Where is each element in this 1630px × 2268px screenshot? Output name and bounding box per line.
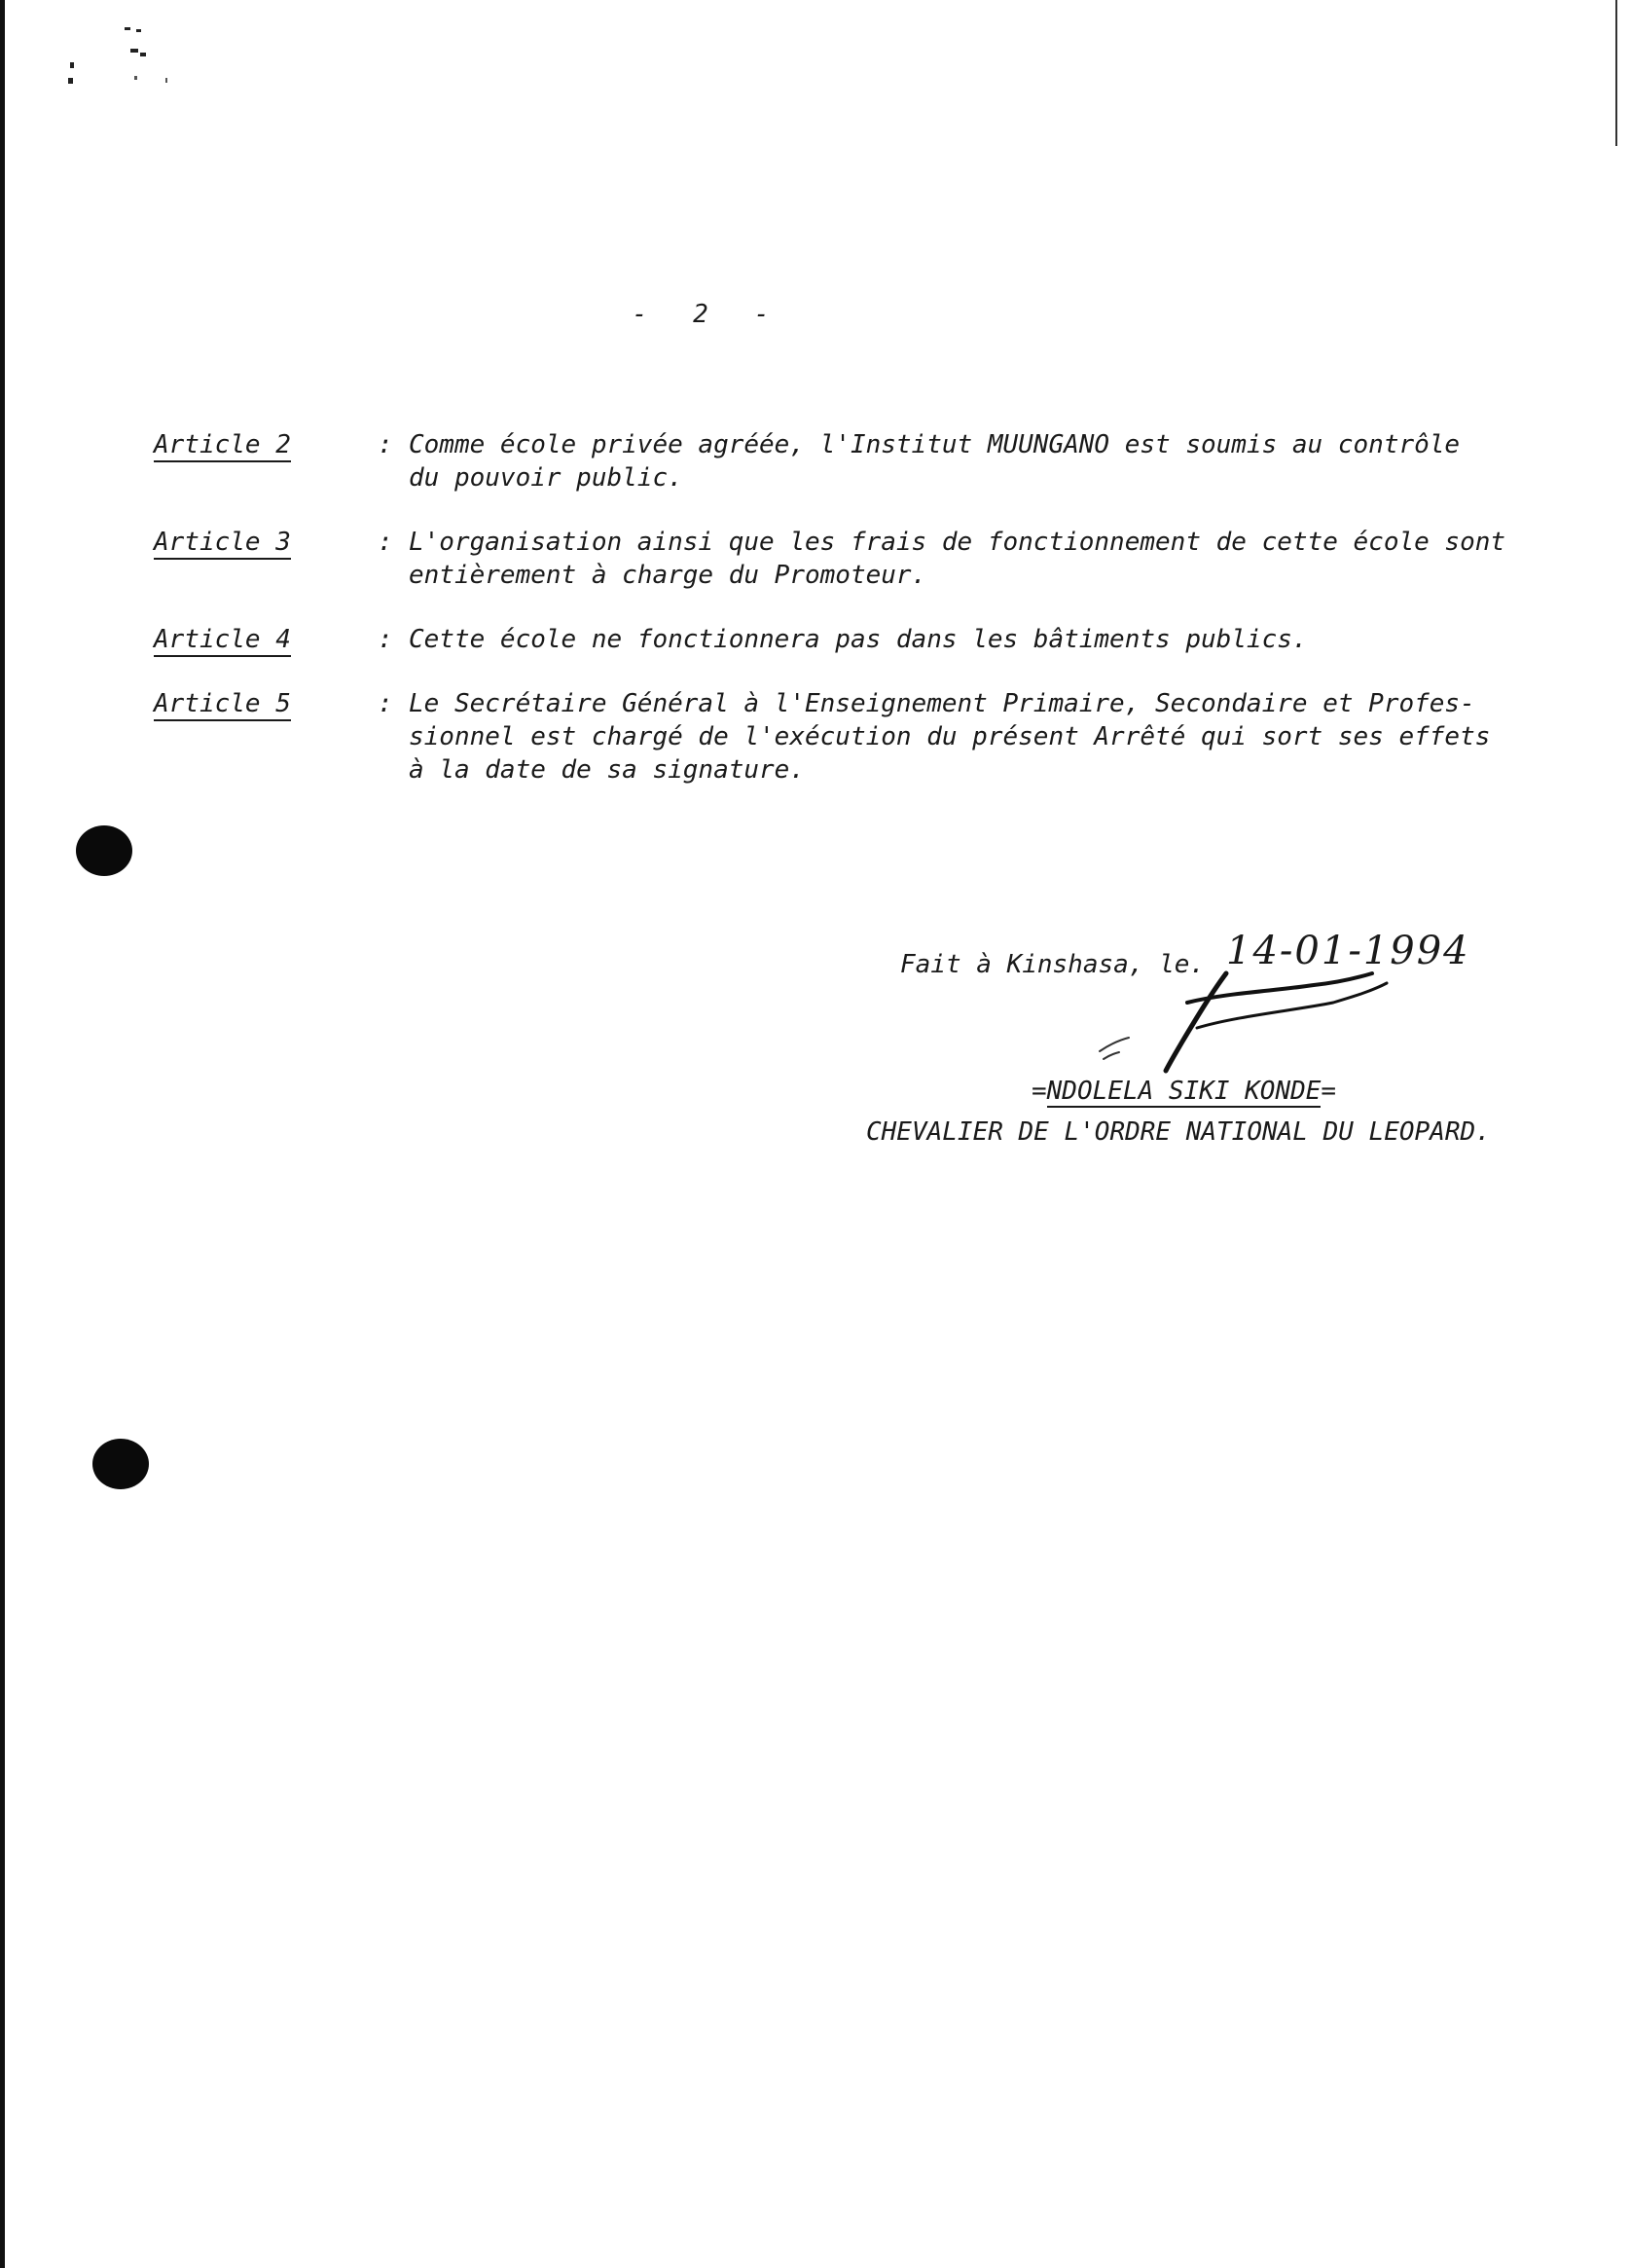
page-left-edge (0, 0, 5, 2268)
page-number: - 2 - (632, 300, 770, 329)
article-label: Article 5 (154, 687, 378, 786)
article-4 (154, 623, 1594, 656)
articles-list (154, 428, 1594, 818)
article-colon: : (378, 528, 393, 557)
article-5 (154, 687, 1594, 786)
handwritten-date: 14-01-1994 (1226, 929, 1470, 973)
article-colon: : (378, 689, 393, 718)
article-2 (154, 428, 1594, 494)
article-colon: : (378, 430, 393, 459)
article-text: L'organisation ainsi que les frais de fonctionnement de cette école sont entièrement à charge du Promoteur. (409, 528, 1506, 590)
article-label: Article 2 (154, 428, 378, 494)
signatory-title: CHEVALIER DE L'ORDRE NATIONAL DU LEOPARD. (866, 1117, 1491, 1147)
signatory-name: =NDOLELA SIKI KONDE= (1032, 1077, 1337, 1106)
place-and-date-label: Fait à Kinshasa, le. (900, 950, 1206, 979)
punch-hole-bottom (92, 1439, 149, 1489)
article-label: Article 4 (154, 623, 378, 656)
article-text: Cette école ne fonctionnera pas dans les bâtiments publics. (409, 625, 1308, 654)
punch-hole-top (76, 825, 132, 876)
article-3 (154, 526, 1594, 592)
article-text: Le Secrétaire Général à l'Enseignement Primaire, Secondaire et Profes- sionnel est chargé de l'exécution du présent Arrêté qui sort ses effets à la date de sa signature. (409, 689, 1491, 785)
article-text: Comme école privée agréée, l'Institut MUUNGANO est soumis au contrôle du pouvoir public. (409, 430, 1461, 493)
article-colon: : (378, 625, 393, 654)
page-right-edge (1615, 0, 1617, 146)
scan-specks (58, 19, 175, 97)
article-label: Article 3 (154, 526, 378, 592)
handwritten-signature (1002, 934, 1411, 1080)
